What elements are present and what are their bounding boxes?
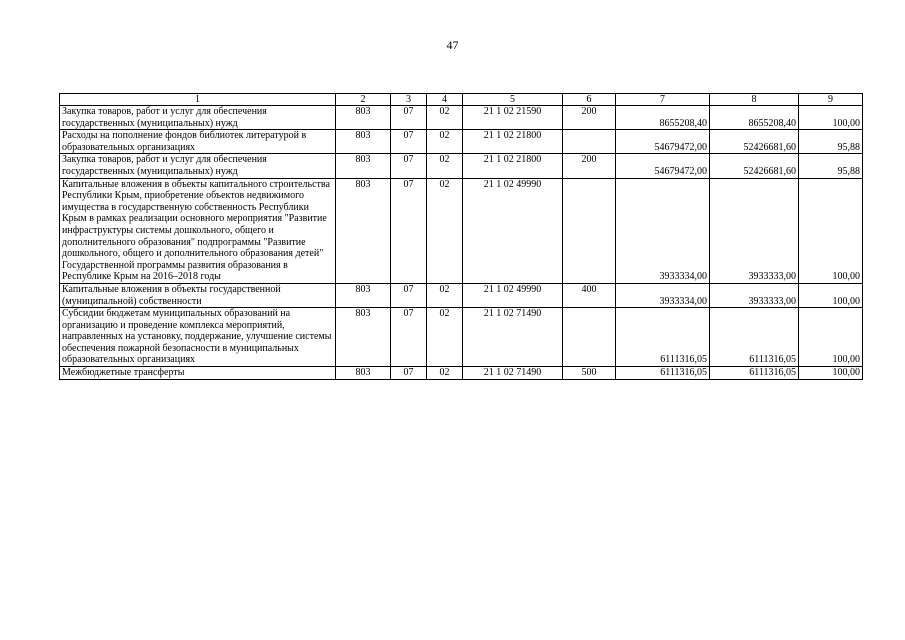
- item-name: Субсидии бюджетам муниципальных образований на организацию и проведение комплекса мероприятий, направленных на установку, поддержание, улучшение системы обеспечения пожарной безопасности в муниципальных образовательных организациях: [60, 308, 336, 367]
- expense-type-cell: 500: [563, 367, 616, 380]
- subsection-cell: 02: [427, 130, 463, 154]
- expense-type-cell: 400: [563, 283, 616, 307]
- amount-executed: 8655208,40: [710, 106, 799, 130]
- expense-type-cell: [563, 178, 616, 283]
- code-cell: 803: [336, 130, 391, 154]
- amount-planned: 6111316,05: [616, 367, 710, 380]
- amount-executed: 6111316,05: [710, 308, 799, 367]
- code-cell: 803: [336, 178, 391, 283]
- code-cell: 803: [336, 308, 391, 367]
- amount-planned: 54679472,00: [616, 130, 710, 154]
- section-cell: 07: [391, 106, 427, 130]
- amount-executed: 3933333,00: [710, 283, 799, 307]
- section-cell: 07: [391, 130, 427, 154]
- target-article-cell: 21 1 02 71490: [463, 367, 563, 380]
- item-name: Закупка товаров, работ и услуг для обеспечения государственных (муниципальных) нужд: [60, 154, 336, 178]
- table-row: [60, 283, 863, 307]
- item-name: Расходы на пополнение фондов библиотек литературой в образовательных организациях: [60, 130, 336, 154]
- target-article-cell: 21 1 02 49990: [463, 178, 563, 283]
- subsection-cell: 02: [427, 154, 463, 178]
- amount-executed: 3933333,00: [710, 178, 799, 283]
- amount-planned: 8655208,40: [616, 106, 710, 130]
- header-cell: 8: [710, 94, 799, 106]
- section-cell: 07: [391, 367, 427, 380]
- percent-cell: 100,00: [799, 367, 863, 380]
- table-row: [60, 178, 863, 283]
- table-row: [60, 308, 863, 367]
- expense-type-cell: [563, 130, 616, 154]
- percent-cell: 100,00: [799, 308, 863, 367]
- header-cell: 1: [60, 94, 336, 106]
- target-article-cell: 21 1 02 49990: [463, 283, 563, 307]
- amount-executed: 52426681,60: [710, 130, 799, 154]
- amount-planned: 3933334,00: [616, 178, 710, 283]
- percent-cell: 95,88: [799, 130, 863, 154]
- amount-executed: 52426681,60: [710, 154, 799, 178]
- page-number: 47: [446, 38, 459, 52]
- target-article-cell: 21 1 02 21800: [463, 130, 563, 154]
- amount-planned: 6111316,05: [616, 308, 710, 367]
- target-article-cell: 21 1 02 21800: [463, 154, 563, 178]
- section-cell: 07: [391, 154, 427, 178]
- code-cell: 803: [336, 367, 391, 380]
- header-row: [60, 94, 863, 106]
- header-cell: 5: [463, 94, 563, 106]
- subsection-cell: 02: [427, 308, 463, 367]
- code-cell: 803: [336, 106, 391, 130]
- table-row: [60, 367, 863, 380]
- subsection-cell: 02: [427, 106, 463, 130]
- header-cell: 6: [563, 94, 616, 106]
- header-cell: 3: [391, 94, 427, 106]
- percent-cell: 100,00: [799, 178, 863, 283]
- expense-type-cell: 200: [563, 106, 616, 130]
- section-cell: 07: [391, 283, 427, 307]
- section-cell: 07: [391, 308, 427, 367]
- expense-type-cell: 200: [563, 154, 616, 178]
- target-article-cell: 21 1 02 21590: [463, 106, 563, 130]
- header-cell: 4: [427, 94, 463, 106]
- subsection-cell: 02: [427, 283, 463, 307]
- item-name: Капитальные вложения в объекты государственной (муниципальной) собственности: [60, 283, 336, 307]
- section-cell: 07: [391, 178, 427, 283]
- budget-table: [59, 93, 863, 380]
- subsection-cell: 02: [427, 178, 463, 283]
- amount-planned: 54679472,00: [616, 154, 710, 178]
- percent-cell: 100,00: [799, 283, 863, 307]
- item-name: Закупка товаров, работ и услуг для обеспечения государственных (муниципальных) нужд: [60, 106, 336, 130]
- target-article-cell: 21 1 02 71490: [463, 308, 563, 367]
- expense-type-cell: [563, 308, 616, 367]
- code-cell: 803: [336, 154, 391, 178]
- header-cell: 9: [799, 94, 863, 106]
- percent-cell: 100,00: [799, 106, 863, 130]
- subsection-cell: 02: [427, 367, 463, 380]
- item-name: Межбюджетные трансферты: [60, 367, 336, 380]
- header-cell: 7: [616, 94, 710, 106]
- item-name: Капитальные вложения в объекты капитального строительства Республики Крым, приобретение объектов недвижимого имущества в государственную собственность Республики Крым в рамках реализации основного мероприятия "Развитие инфраструктуры системы дошкольного, общего и дополнительного образования" подпрограммы "Развитие дошкольного, общего и дополнительного образования детей" Государственной программы развития образования в Республике Крым на 2016–2018 годы: [60, 178, 336, 283]
- table-row: [60, 106, 863, 130]
- table-row: [60, 130, 863, 154]
- amount-executed: 6111316,05: [710, 367, 799, 380]
- percent-cell: 95,88: [799, 154, 863, 178]
- amount-planned: 3933334,00: [616, 283, 710, 307]
- header-cell: 2: [336, 94, 391, 106]
- table-row: [60, 154, 863, 178]
- code-cell: 803: [336, 283, 391, 307]
